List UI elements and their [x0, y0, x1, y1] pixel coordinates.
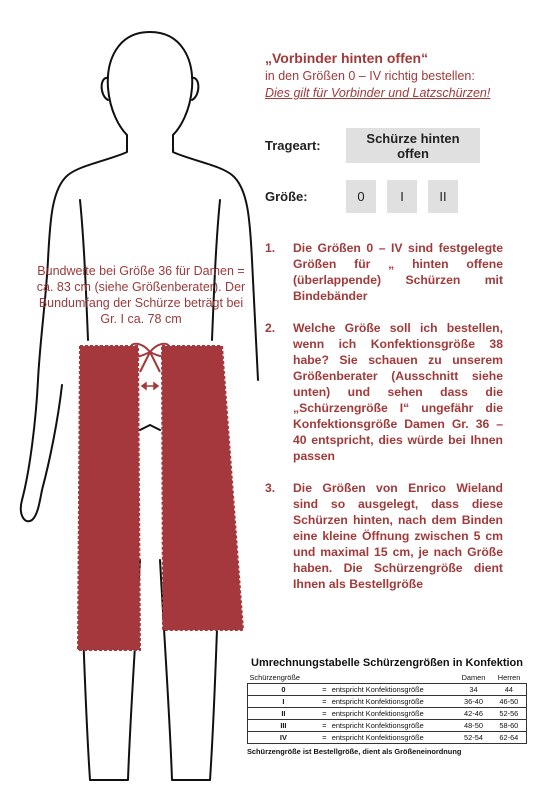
body-outline-illustration	[0, 0, 260, 800]
table-row	[248, 696, 527, 708]
list-item-text: Die Größen von Enrico Wieland sind so ausgelegt, dass diese Schürzen hinten, nach dem Binden eine kleine Öffnung zwischen 5 cm und maximal 15 cm, je nach Größe haben. Die Schürzengröße dient Ihnen als Bestellgröße	[293, 481, 503, 591]
table-header-cell: Herren	[497, 673, 521, 682]
apron-left-panel	[78, 346, 140, 650]
table-cell: II	[248, 708, 319, 720]
list-item	[265, 480, 503, 592]
info-list	[265, 240, 503, 608]
size-label: Größe:	[265, 189, 308, 204]
table-cell: entspricht Konfektionsgröße	[330, 708, 456, 720]
table-header-row	[248, 672, 527, 684]
list-item-text: Die Größen 0 – IV sind festgelegte Größen für „ hinten offene (überlappende) Schürzen mit Bindebänder	[293, 241, 503, 303]
page-title: „Vorbinder hinten offen“	[265, 50, 429, 66]
apron-right-panel	[162, 346, 243, 630]
size-option-ii[interactable]: II	[428, 180, 458, 213]
list-item-number: 1.	[265, 241, 276, 255]
list-item	[265, 320, 503, 464]
table-cell: 52-54	[455, 732, 491, 744]
table-cell: 46-50	[492, 696, 527, 708]
table-cell: 62-64	[492, 732, 527, 744]
gap-arrow-icon	[142, 383, 158, 389]
table-cell: =	[319, 720, 330, 732]
table-cell: 42-46	[455, 708, 491, 720]
table-cell: IV	[248, 732, 319, 744]
tragart-label: Trageart:	[265, 138, 321, 153]
conversion-table	[247, 672, 527, 744]
table-cell: 48-50	[455, 720, 491, 732]
table-cell: =	[319, 684, 330, 696]
table-cell: 44	[492, 684, 527, 696]
table-cell: 58-60	[492, 720, 527, 732]
list-item-number: 2.	[265, 321, 276, 335]
table-cell: 52-56	[492, 708, 527, 720]
table-row	[248, 732, 527, 744]
table-cell: I	[248, 696, 319, 708]
table-cell: 34	[455, 684, 491, 696]
table-header-cell: Schürzengröße	[249, 673, 301, 682]
table-cell: entspricht Konfektionsgröße	[330, 732, 456, 744]
table-title: Umrechnungstabelle Schürzengrößen in Konfektion	[251, 657, 523, 669]
size-option-0[interactable]: 0	[346, 180, 376, 213]
body-figure	[0, 0, 260, 800]
table-footer: Schürzengröße ist Bestellgröße, dient als Größeneinordnung	[247, 747, 462, 756]
list-item	[265, 240, 503, 304]
size-conversion-table	[247, 657, 527, 756]
table-row	[248, 684, 527, 696]
table-cell: 36-40	[455, 696, 491, 708]
table-header-cell	[330, 672, 456, 684]
table-cell: entspricht Konfektionsgröße	[330, 684, 456, 696]
table-header-cell	[319, 672, 330, 684]
page-subtitle: in den Größen 0 – IV richtig bestellen:	[265, 69, 475, 83]
table-cell: III	[248, 720, 319, 732]
table-cell: =	[319, 696, 330, 708]
table-header-cell: Damen	[461, 673, 486, 682]
heading-block	[265, 50, 545, 100]
table-cell: entspricht Konfektionsgröße	[330, 696, 456, 708]
size-option-i[interactable]: I	[387, 180, 417, 213]
table-cell: entspricht Konfektionsgröße	[330, 720, 456, 732]
table-cell: =	[319, 732, 330, 744]
table-cell: =	[319, 708, 330, 720]
tragart-option-button[interactable]: Schürze hinten offen	[346, 128, 480, 163]
list-item-number: 3.	[265, 481, 276, 495]
page-note: Dies gilt für Vorbinder und Latzschürzen!	[265, 86, 491, 100]
list-item-text: Welche Größe soll ich bestellen, wenn ich Konfektionsgröße 38 habe? Sie schauen zu unserem Größenberater (Ausschnitt siehe unten) und sehen dass die „Schürzengröße I“ ungefähr die Konfektionsgröße Damen Gr. 36 – 40 entspricht, dies würde bei Ihnen passen	[293, 321, 503, 463]
table-row	[248, 708, 527, 720]
table-row	[248, 720, 527, 732]
table-cell: 0	[248, 684, 319, 696]
waist-info-text: Bundweite bei Größe 36 für Damen = ca. 83 cm (siehe Größenberater). Der Bundumfang der Schürze beträgt bei Gr. I ca. 78 cm	[36, 264, 246, 326]
